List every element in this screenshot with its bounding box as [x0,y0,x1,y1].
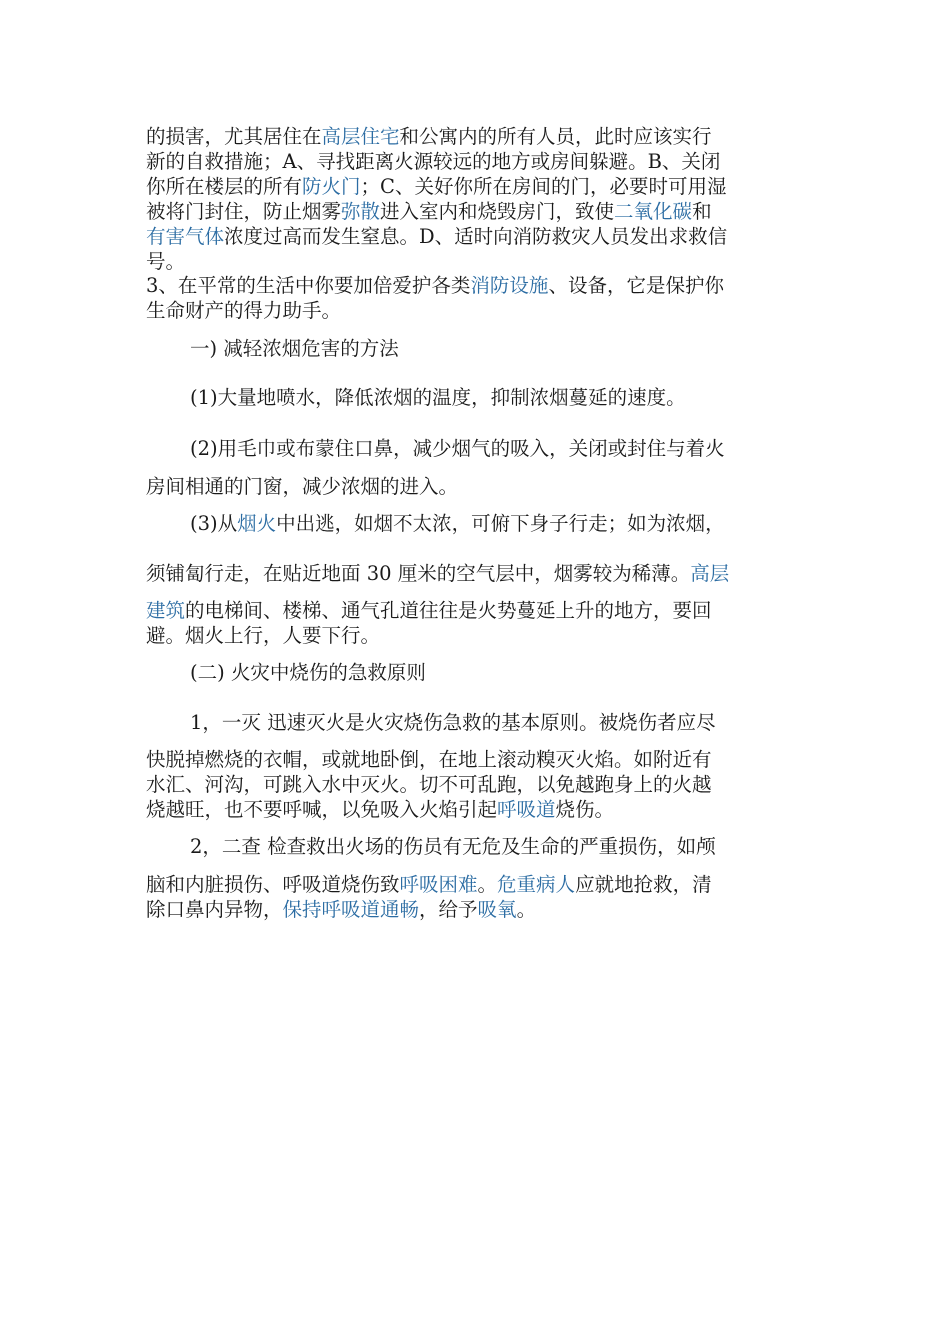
text-line [190,511,725,537]
text-run: (3)从 [190,512,238,535]
text-line [190,834,716,860]
hyperlink[interactable]: 保持呼吸道通畅 [282,898,420,921]
text-line [146,298,341,324]
hyperlink[interactable]: 有害气体 [146,225,225,248]
text-run: 和 [692,200,712,223]
text-line [146,872,712,898]
text-run: (二) 火灾中烧伤的急救原则 [190,661,426,684]
text-run: 须铺匐行走，在贴近地面 30 厘米的空气层中，烟雾较为稀薄。 [146,562,691,585]
text-run: 避。烟火上行，人要下行。 [146,624,381,647]
text-run: (2)用毛巾或布蒙住口鼻，减少烟气的吸入，关闭或封住与着火 [190,437,725,460]
text-run: 的电梯间、楼梯、通气孔道往往是火势蔓延上升的地方，要回 [185,599,712,622]
text-line [190,710,716,736]
text-run: 应就地抢救，清 [575,873,712,896]
text-run: 浓度过高而发生窒息。D、适时向消防救灾人员发出求救信 [224,225,728,248]
text-line [146,273,724,299]
text-line [190,436,725,462]
text-run: 中出逃，如烟不太浓，可俯下身子行走；如为浓烟， [276,512,725,535]
text-line [146,897,536,923]
hyperlink[interactable]: 烟火 [237,512,277,535]
hyperlink[interactable]: 吸氧 [477,898,517,921]
text-line [146,598,712,624]
text-run: 房间相通的门窗，减少浓烟的进入。 [146,475,459,498]
hyperlink[interactable]: 呼吸困难 [399,873,478,896]
text-run: ，给予 [419,898,478,921]
hyperlink[interactable]: 弥散 [341,200,381,223]
hyperlink[interactable]: 高层住宅 [321,125,400,148]
text-line [146,623,380,649]
text-line [146,224,727,250]
text-run: 的损害，尤其居住在 [146,125,322,148]
hyperlink[interactable]: 二氧化碳 [614,200,693,223]
text-run: 你所在楼层的所有 [146,175,303,198]
text-line [146,747,712,773]
text-run: 。 [477,873,498,896]
text-run: 快脱掉燃烧的衣帽，或就地卧倒，在地上滚动糗灭火焰。如附近有 [146,748,712,771]
text-run: ；C、关好你所在房间的门，必要时可用湿 [360,175,727,198]
hyperlink[interactable]: 消防设施 [470,274,549,297]
text-line [146,561,729,587]
text-line [146,249,185,275]
hyperlink[interactable]: 建筑 [146,599,186,622]
text-line [146,149,720,175]
text-run: 水汇、河沟，可跳入水中灭火。切不可乱跑，以免越跑身上的火越 [146,773,712,796]
section-heading [190,660,426,686]
text-run: 烧伤。 [555,798,615,821]
hyperlink[interactable]: 呼吸道 [497,798,556,821]
text-line [146,797,614,823]
text-run: 。 [516,898,537,921]
hyperlink[interactable]: 防火门 [302,175,361,198]
text-run: 生命财产的得力助手。 [146,299,342,322]
text-run: 新的自救措施；A、寻找距离火源较远的地方或房间躲避。B、关闭 [146,150,721,173]
text-run: 脑和内脏损伤、呼吸道烧伤致 [146,873,400,896]
text-run: 和公寓内的所有人员，此时应该实行 [399,125,712,148]
text-run: 烧越旺，也不要呼喊，以免吸入火焰引起 [146,798,498,821]
text-line [190,385,686,411]
text-line [146,474,458,500]
text-run: 一) 减轻浓烟危害的方法 [190,337,399,360]
hyperlink[interactable]: 高层 [690,562,730,585]
text-run: 被将门封住，防止烟雾 [146,200,342,223]
text-run: 3、在平常的生活中你要加倍爱护各类 [146,274,471,297]
text-line [146,772,712,798]
text-run: (1)大量地喷水，降低浓烟的温度，抑制浓烟蔓延的速度。 [190,386,686,409]
text-run: 除口鼻内异物， [146,898,283,921]
text-run: 号。 [146,250,186,273]
text-run: 1，一灭 迅速灭火是火灾烧伤急救的基本原则。被烧伤者应尽 [190,711,716,734]
hyperlink[interactable]: 危重病人 [497,873,576,896]
text-run: 、设备，它是保护你 [548,274,724,297]
text-line [146,124,712,150]
text-line [146,199,712,225]
text-run: 2，二查 检查救出火场的伤员有无危及生命的严重损伤，如颅 [190,835,716,858]
text-line [146,174,726,200]
section-heading [190,336,399,362]
text-run: 进入室内和烧毁房门，致使 [380,200,615,223]
